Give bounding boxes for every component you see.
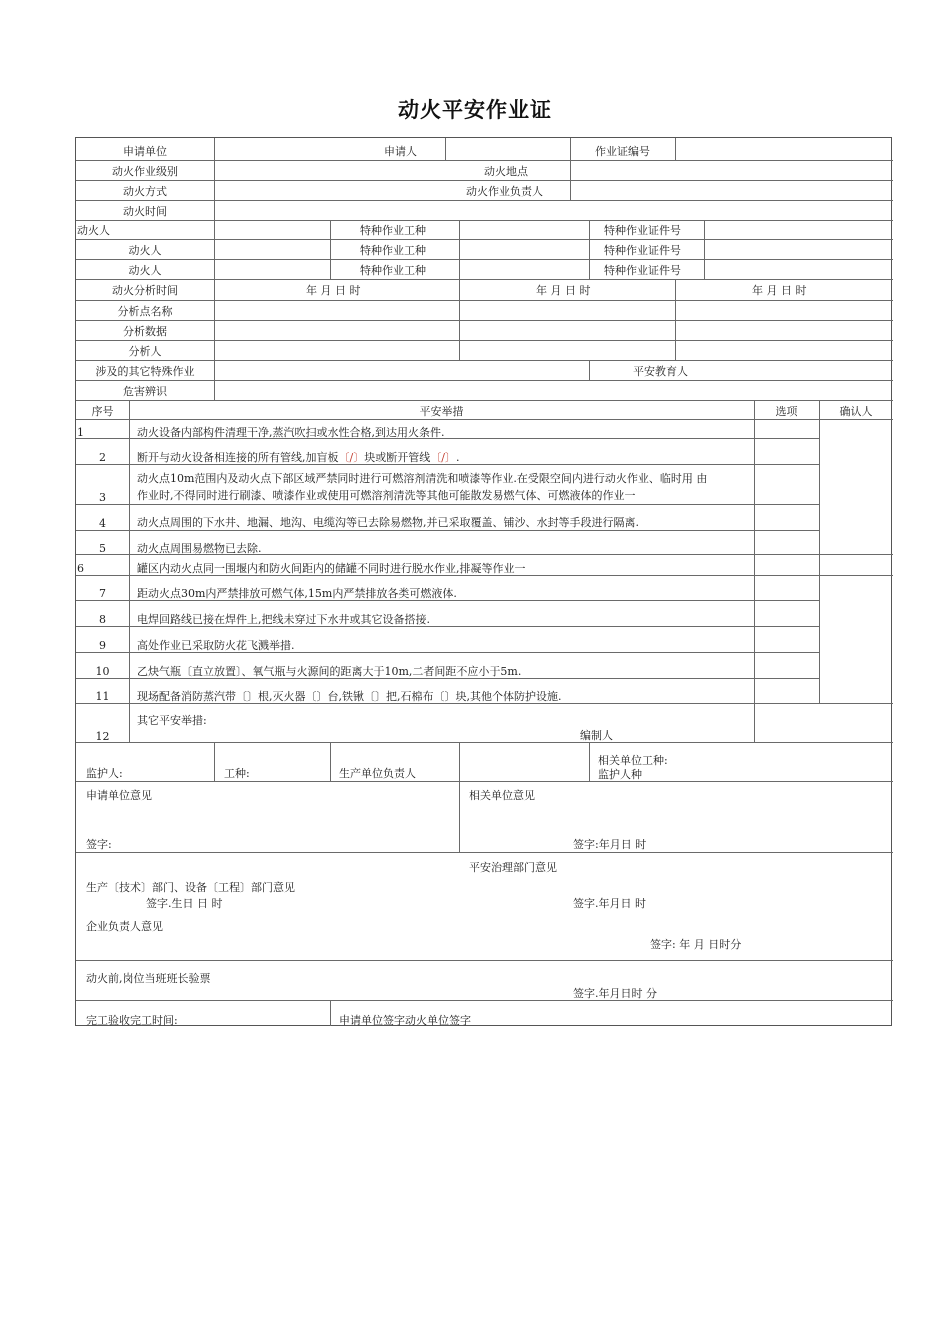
measure-text-line1: 动火点10m范围内及动火点下部区域严禁同时进行可燃溶剂清洗和喷漆等作业.在受限空间内进行动火作业、临时用 由: [137, 472, 708, 485]
col-confirm: 确认人: [839, 405, 873, 418]
measure-text: 距动火点30m内严禁排放可燃气体,15m内严禁排放各类可燃液体.: [137, 587, 457, 600]
col-no: 序号: [91, 405, 114, 418]
row-no: 9: [99, 639, 106, 652]
label-fire-leader: 动火作业负责人: [466, 185, 543, 198]
measure-text: 乙炔气瓶〔直立放置〕、氧气瓶与火源间的距离大于10m,二者间距不应小于5m.: [137, 665, 522, 678]
row-no: 11: [95, 690, 110, 703]
sign-enterprise: 签字: 年 月 日时分: [650, 938, 742, 951]
label-fire-location: 动火地点: [484, 165, 528, 178]
label-guardian: 监护人:: [86, 767, 123, 780]
sign-applicant: 签字:: [86, 838, 112, 851]
label-work-type: 工种:: [224, 767, 250, 780]
row-no: 1: [77, 426, 84, 439]
label-analysis-time: 动火分析时间: [112, 284, 178, 297]
row-no: 7: [99, 587, 106, 600]
sign-prod-dept: 签字.生日 日 时: [146, 897, 223, 910]
sign-shift: 签字.年月日时 分: [573, 987, 657, 1000]
label-special-type: 特种作业工种: [360, 224, 426, 237]
label-special-cert: 特种作业证件号: [604, 224, 681, 237]
label-safety-dept-opinion: 平安治理部门意见: [469, 861, 557, 874]
analysis-date-1: 年 月 日 时: [306, 284, 361, 297]
document-title: 动火平安作业证: [398, 98, 552, 122]
measure-text: 动火点周围的下水井、地漏、地沟、电缆沟等已去除易燃物,并已采取覆盖、铺沙、水封等手段进行隔离.: [137, 516, 639, 529]
label-completion-time: 完工验收完工时间:: [86, 1014, 178, 1027]
label-analysis-data: 分析数据: [123, 325, 167, 338]
row-no: 3: [99, 491, 106, 504]
row-no: 5: [99, 542, 106, 555]
sign-related: 签字:年月日 时: [573, 838, 647, 851]
row-no: 8: [99, 613, 106, 626]
label-shift-check: 动火前,岗位当班班长验票: [86, 972, 211, 985]
label-safety-educator: 平安教育人: [633, 365, 688, 378]
label-analyst: 分析人: [128, 345, 162, 358]
label-fire-person: 动火人: [128, 244, 162, 257]
label-fire-person: 动火人: [128, 264, 162, 277]
measure-text: 动火设备内部构件清理干净,蒸汽吹扫或水性合格,到达用火条件.: [137, 426, 445, 439]
analysis-date-3: 年 月 日 时: [752, 284, 807, 297]
label-enterprise-opinion: 企业负责人意见: [86, 920, 163, 933]
permit-form-table: [75, 137, 892, 1026]
row-no: 4: [99, 517, 106, 530]
row-no: 12: [95, 730, 110, 743]
col-option: 选项: [775, 405, 798, 418]
label-prod-dept-opinion: 生产〔技术〕部门、设备〔工程〕部门意见: [86, 881, 295, 894]
sign-safety-dept: 签字.年月日 时: [573, 897, 646, 910]
label-final-sign: 申请单位签字动火单位签字: [339, 1014, 471, 1027]
col-measure: 平安举措: [419, 405, 464, 418]
label-editor: 编制人: [580, 729, 613, 742]
measure-text: 高处作业已采取防火花飞溅举措.: [137, 639, 295, 652]
label-applicant: 申请人: [384, 145, 417, 158]
label-special-cert: 特种作业证件号: [604, 244, 681, 257]
measure-text: 现场配备消防蒸汽带〔〕根,灭火器〔〕台,铁锹〔〕把,石棉布〔〕块,其他个体防护设施.: [137, 690, 562, 703]
label-hazard-identify: 危害辨识: [123, 385, 167, 398]
measure-text-line2: 作业时,不得同时进行刷漆、喷漆作业或使用可燃溶剂清洗等其他可能散发易燃气体、可燃液体的作业一: [137, 489, 636, 502]
label-fire-person: 动火人: [77, 224, 110, 237]
row-no: 6: [77, 562, 84, 575]
measure-text: 其它平安举措:: [137, 714, 207, 727]
label-fire-method: 动火方式: [123, 185, 167, 198]
label-fire-time: 动火时间: [123, 205, 167, 218]
label-applicant-unit: 申请单位: [123, 145, 167, 158]
label-related-work-type: 相关单位工种:: [598, 754, 668, 767]
label-special-type: 特种作业工种: [360, 244, 426, 257]
label-special-type: 特种作业工种: [360, 264, 426, 277]
measure-text: 动火点周围易燃物已去除.: [137, 542, 262, 555]
label-other-special: 涉及的其它特殊作业: [95, 365, 195, 378]
label-guardian-type: 监护人种: [598, 768, 642, 781]
analysis-date-2: 年 月 日 时: [536, 284, 591, 297]
label-analysis-point: 分析点名称: [117, 305, 173, 318]
label-prod-leader: 生产单位负责人: [339, 767, 416, 780]
label-special-cert: 特种作业证件号: [604, 264, 681, 277]
row-no: 2: [99, 451, 106, 464]
row-no: 10: [95, 665, 110, 678]
measure-text: 电焊回路线已接在焊件上,把线未穿过下水井或其它设备搭接.: [137, 613, 430, 626]
label-fire-level: 动火作业级别: [112, 165, 178, 178]
label-permit-no: 作业证编号: [595, 145, 650, 158]
measure-text: 罐区内动火点同一围堰内和防火间距内的储罐不同时进行脱水作业,排凝等作业一: [137, 562, 526, 575]
label-applicant-opinion: 申请单位意见: [86, 789, 152, 802]
label-related-opinion: 相关单位意见: [469, 789, 535, 802]
measure-text: 断开与动火设备相连接的所有管线,加盲板〔/〕块或断开管线〔/〕.: [137, 451, 460, 464]
